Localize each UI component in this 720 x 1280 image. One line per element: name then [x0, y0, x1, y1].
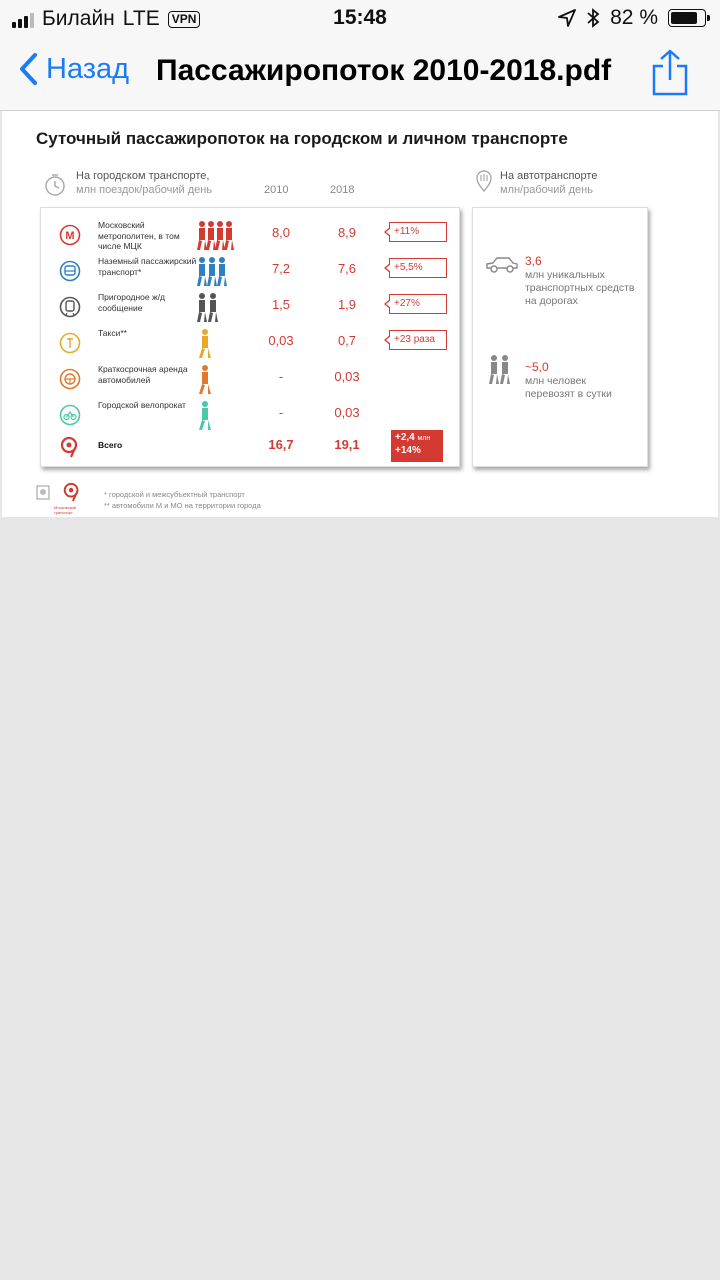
row-label: Городской велопрокат: [98, 400, 186, 410]
status-right: [558, 6, 706, 30]
clock-time: 15:48: [333, 6, 387, 29]
footnote-1: * городской и межсубъектный транспорт: [104, 490, 245, 499]
value-2018: 8,9: [337, 225, 357, 240]
back-button[interactable]: [18, 52, 129, 86]
table-row: [41, 362, 459, 398]
footnote-2: ** автомобили М и МО на территории города: [104, 501, 261, 510]
person-walking-icon: [197, 328, 213, 358]
value-2010: 8,0: [271, 225, 291, 240]
svg-text:M: M: [65, 230, 75, 242]
table-row: [41, 254, 459, 290]
right-header: [500, 169, 597, 197]
value-2010: 7,2: [271, 261, 291, 276]
left-header-line2: млн поездок/рабочий день: [76, 184, 213, 196]
value-2010: 0,03: [268, 333, 294, 348]
growth-badge: +23 раза: [389, 330, 447, 350]
total-row: [41, 430, 459, 466]
total-growth-badge: [391, 430, 443, 462]
document-title: Пассажиропоток 2010-2018.pdf: [156, 54, 612, 87]
moscow-transport-logo-icon: [59, 436, 81, 458]
person-walking-icon: [197, 364, 213, 394]
row-label: Наземный пассажирский транспорт*: [98, 256, 197, 277]
table-row: [41, 326, 459, 362]
left-header-line1: На городском транспорте,: [76, 170, 210, 182]
clock-icon: [44, 173, 66, 197]
back-label: Назад: [46, 52, 130, 85]
growth-badge: +11%: [389, 222, 447, 242]
value-2018: 0,03: [334, 369, 360, 384]
row-label: Московский метрополитен, в том числе МЦК: [98, 220, 180, 251]
moscow-coat-of-arms-icon: [36, 485, 50, 501]
people-pair-icon: [197, 292, 221, 322]
cars-value: 3,6: [525, 254, 542, 268]
value-2018: 0,03: [334, 405, 360, 420]
year-2018-header: 2018: [330, 184, 355, 196]
value-2018: 7,6: [337, 261, 357, 276]
total-2018: 19,1: [334, 437, 360, 452]
row-label: Краткосрочная аренда автомобилей: [98, 364, 188, 385]
steering-wheel-icon: [59, 368, 81, 390]
train-icon: [59, 296, 81, 318]
total-badge-unit: млн: [417, 435, 431, 442]
logo-caption: Московский транспорт: [54, 505, 76, 515]
status-bar: [0, 0, 720, 38]
pdf-page: [2, 111, 718, 517]
growth-badge: +27%: [389, 294, 447, 314]
right-header-line2: млн/рабочий день: [500, 184, 593, 196]
people-text: млн человек перевозят в сутки: [525, 375, 612, 400]
network-type: LTE: [122, 7, 160, 30]
table-row: [41, 218, 459, 254]
total-2010: 16,7: [268, 437, 294, 452]
person-walking-icon: [197, 400, 213, 430]
people-value: ~5,0: [525, 360, 549, 374]
people-group-icon: [197, 220, 237, 250]
table-row: [41, 290, 459, 326]
slide-title: Суточный пассажиропоток на городском и личном транспорте: [36, 129, 568, 148]
right-header-line1: На автотранспорте: [500, 170, 598, 182]
gauge-icon: [474, 169, 494, 193]
table-row: [41, 398, 459, 434]
people-pair-icon: [489, 354, 513, 384]
city-transport-panel: [40, 207, 460, 467]
battery-icon: [668, 9, 706, 27]
year-2010-header: 2010: [264, 184, 289, 196]
footnotes: [104, 489, 261, 511]
vpn-badge: VPN: [168, 11, 201, 28]
car-icon: [485, 256, 519, 274]
total-badge-value: +2,4: [395, 432, 415, 443]
battery-percent: 82 %: [610, 6, 658, 29]
people-group-icon: [197, 256, 229, 286]
bluetooth-icon: [586, 8, 600, 28]
carrier-name: Билайн: [42, 7, 115, 30]
value-2010: 1,5: [271, 297, 291, 312]
navigation-bar: [0, 38, 720, 111]
moscow-transport-logo-icon: [62, 481, 82, 503]
metro-icon: [59, 224, 81, 246]
taxi-icon: [59, 332, 81, 354]
location-arrow-icon: [558, 9, 576, 27]
bus-icon: [59, 260, 81, 282]
chevron-left-icon: [18, 52, 38, 86]
row-label: Такси**: [98, 328, 127, 338]
value-2018: 0,7: [337, 333, 357, 348]
row-label: Пригородное ж/д сообщение: [98, 292, 165, 313]
value-2010: -: [278, 405, 284, 420]
auto-transport-panel: [472, 207, 648, 467]
bicycle-icon: [59, 404, 81, 426]
value-2010: -: [278, 369, 284, 384]
share-icon[interactable]: [650, 48, 690, 98]
total-badge-percent: +14%: [395, 445, 421, 456]
value-2018: 1,9: [337, 297, 357, 312]
cars-text: млн уникальных транспортных средств на дорогах: [525, 269, 635, 307]
left-header: [76, 169, 212, 197]
growth-badge: +5,5%: [389, 258, 447, 278]
total-label: Всего: [98, 440, 123, 450]
